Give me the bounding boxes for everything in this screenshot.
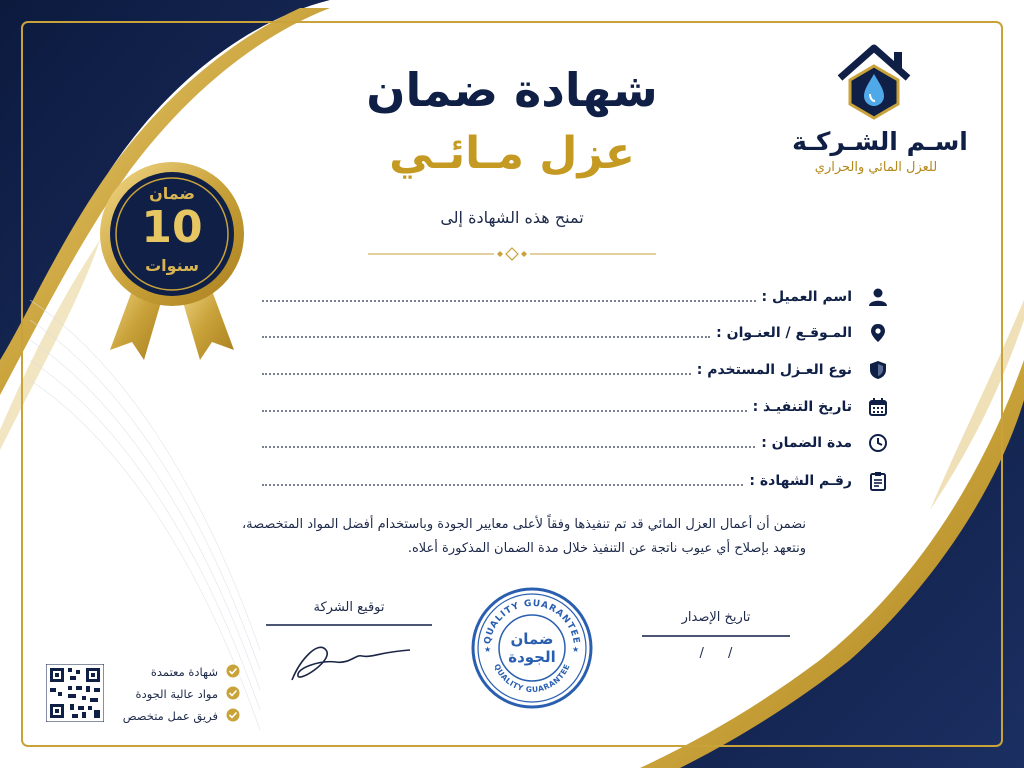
field-label: مدة الضمان : (761, 435, 852, 451)
company-name: اسـم الشـركـة (792, 127, 968, 156)
badge-bottom-text: سنوات (145, 256, 199, 275)
field-input-line[interactable] (262, 300, 756, 302)
company-tagline: للعزل المائي والحراري (814, 160, 938, 175)
field-client-name[interactable] (262, 282, 890, 312)
check-circle-icon (226, 707, 240, 726)
feature-label: شهادة معتمدة (150, 665, 218, 679)
badge-top-text: ضمان (149, 184, 195, 203)
house-water-drop-icon (840, 48, 908, 118)
field-input-line[interactable] (262, 446, 755, 448)
issue-date-label: تاريخ الإصدار (681, 610, 751, 625)
feature-item (120, 662, 240, 682)
warranty-statement (226, 513, 806, 561)
field-label: اسم العميل : (761, 289, 852, 305)
stamp-line-1: ضمان (510, 630, 554, 648)
field-input-line[interactable] (262, 484, 743, 486)
field-input-line[interactable] (262, 373, 691, 375)
company-logo (832, 40, 916, 124)
field-label: المـوقـع / العنـوان : (716, 325, 852, 341)
clock-icon (866, 431, 890, 455)
check-circle-icon (226, 685, 240, 704)
statement-line-1: نضمن أن أعمال العزل المائي قد تم تنفيذها وفقاً لأعلى معايير الجودة وباستخدام أفضل المواد المتخصصة، (241, 517, 806, 532)
statement-line-2: ونتعهد بإصلاح أي عيوب ناتجة عن التنفيذ خلال مدة الضمان المذكورة أعلاه. (407, 541, 806, 556)
page-title: شهادة ضمان (366, 63, 658, 117)
issue-date-value[interactable]: / / (699, 646, 733, 661)
field-insulation-type[interactable] (262, 355, 890, 385)
field-label: رقـم الشهادة : (749, 473, 852, 489)
field-label: تاريخ التنفيـذ : (752, 399, 852, 415)
feature-item (120, 684, 240, 704)
field-certificate-number[interactable] (262, 466, 890, 496)
signature-label: توقيع الشركة (313, 600, 385, 615)
stamp-star-icon: ★ (572, 645, 580, 654)
field-label: نوع العـزل المستخدم : (696, 362, 852, 378)
field-execution-date[interactable] (262, 392, 890, 422)
stamp-ring-bottom: QUALITY GUARANTEE (492, 662, 572, 695)
user-icon (866, 285, 890, 309)
stamp-ring-top: QUALITY GUARANTEE (483, 598, 581, 646)
grant-text: تمنح هذه الشهادة إلى (440, 208, 584, 227)
feature-item (120, 706, 240, 726)
qr-code-icon[interactable] (46, 664, 104, 722)
field-input-line[interactable] (262, 410, 747, 412)
check-circle-icon (226, 663, 240, 682)
stamp-line-2: الجودة (508, 648, 556, 666)
clipboard-icon (866, 469, 890, 493)
field-location[interactable] (262, 318, 890, 348)
field-warranty-period[interactable] (262, 428, 890, 458)
stamp-star-icon: ★ (484, 645, 492, 654)
field-input-line[interactable] (262, 336, 710, 338)
page-subtitle: عزل مـائـي (389, 128, 635, 179)
feature-label: فريق عمل متخصص (122, 709, 218, 723)
calendar-icon (866, 395, 890, 419)
location-pin-icon (866, 321, 890, 345)
shield-icon (866, 358, 890, 382)
feature-label: مواد عالية الجودة (135, 687, 218, 701)
badge-number: 10 (141, 202, 203, 253)
